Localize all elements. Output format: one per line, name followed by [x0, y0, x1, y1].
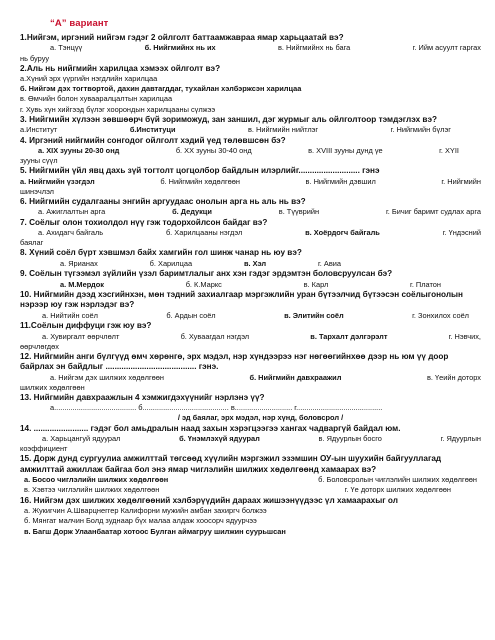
option-continuation: шинэчлэл [20, 187, 54, 197]
question-6 [20, 197, 481, 218]
question-text: 11.Соёлын диффуци гэж юу вэ? [20, 321, 152, 331]
option-d: г. Ядуурлын [440, 433, 481, 443]
answer-options-row-1 [20, 475, 481, 485]
question-1 [20, 33, 481, 64]
question-text: 9. Соёлын түгээмэл зүйлийн үзэл баримтлалыг анх хэн гэдэг эрдэмтэн боловсруулсан бэ? [20, 269, 393, 279]
answer-options [20, 311, 481, 321]
option-c: в. Карл [303, 279, 329, 289]
option-a: а. Харьцангуй ядуурал [42, 433, 121, 443]
question-3 [20, 115, 481, 136]
question-13 [20, 393, 481, 424]
option-a: а. Хувиргалт өөрчлөлт [42, 331, 120, 341]
option-a: а.Институт [20, 125, 58, 135]
answer-options [20, 280, 481, 290]
answer-options-row-2 [20, 485, 481, 495]
option-continuation: коэффициент [20, 444, 68, 454]
answer-options [20, 146, 481, 156]
option-c: в. Багш Дорж Улаанбаатар хотоос Булган аймагруу шилжин суурьшсан [24, 526, 286, 536]
answer-options [20, 373, 481, 383]
option-b: б. К.Маркс [185, 279, 222, 289]
option-a: а. М.Мердок [60, 279, 104, 289]
option-c: в. Нийгмийнх нь бага [277, 43, 351, 53]
question-12 [20, 352, 481, 393]
question-10 [20, 290, 481, 321]
answer-key: / эд баялаг, эрх мэдэл, нэр хүнд, боловсрол / [177, 413, 344, 423]
question-15 [20, 454, 481, 496]
blank-answer-lines: а........................................ б.......................................... в............................ г.......................................... [50, 403, 383, 413]
option-c: в. Хэл [243, 258, 267, 268]
option-a: а. Босоо чиглэлийн шилжих хөдөлгөөн [24, 474, 169, 484]
option-continuation: баялаг [20, 238, 44, 248]
question-text: 1.Нийгэм, иргэний нийгэм гэдэг 2 ойлголт баттаамжавраа ямар харьцаатай вэ? [20, 33, 344, 42]
option-continuation: нь буруу [20, 53, 50, 63]
question-text: 10. Нийгмийн дээд хэсгийнхэн, мөн тэдний захиалгаар мэргэжлийн уран бүтээлчид бүтээсэн соёлыгонолын нэрээр юу гэж нэрлэдэг вэ? [20, 289, 463, 310]
question-14 [20, 424, 481, 455]
option-d: г. Зонхилох соёл [412, 310, 469, 320]
option-a: а.Хүний эрх үүргийн нэгдлийн харилцаа [20, 74, 158, 84]
option-b: б. Нийгэм дэх тогтвортой, дахин давтагддаг, тухайлан хэлбэржсэн харилцаа [20, 84, 302, 94]
option-c: в. Өмчийн болон хувааралцалтын харилцаа [20, 94, 173, 104]
option-c: в. Хоёрдогч байгаль [305, 228, 380, 238]
option-b: б. Харилцаа [149, 258, 193, 268]
option-c: в. Тархалт дэлгэрэлт [310, 331, 388, 341]
option-a: а. Нийтийн соёл [42, 310, 98, 320]
option-b: б. Нийгмийн хөдөлгөөн [160, 176, 240, 186]
option-a: а. Ажиглалтын арга [38, 207, 106, 217]
option-d: г. Нийгмийн [441, 176, 481, 186]
option-b: б. Боловсролын чиглэлийн шилжих хөдөлгөөн [318, 474, 477, 484]
option-b: б. Мянгат малчин Болд зуднаар бүх малаа алдаж хоосорч ядуурчээ [24, 516, 257, 526]
option-c: в. Түүврийн [278, 207, 320, 217]
question-text: 12. Нийгмийн анги бүлгүүд өмч хөрөнгө, эрх мэдэл, нэр хүндээрээ нэг нөгөөгийнхөө дээр нь юм үү доор байрлах эн байдлыг ........................................ гэнэ. [20, 351, 449, 372]
question-text: 16. Нийгэм дэх шилжих хөдөлгөөний хэлбэрүүдийн дараах жишээнүүдээс үл хамаарахыг ол [20, 495, 398, 505]
question-text: 3. Нийгмийн хүлээн зөвшөөрч бүй зориможуд, зан заншил, дэг журмыг аль ойлголтоор тэмдэглэх вэ? [20, 114, 437, 124]
question-5 [20, 166, 481, 197]
question-8 [20, 248, 481, 269]
question-text: 6. Нийгмийн судалгааны энгийн аргуудаас онолын арга нь аль нь вэ? [20, 196, 306, 206]
option-a: а. Тэнцүү [50, 43, 83, 53]
option-b: б. XX зууны 30-40 онд [175, 146, 252, 156]
question-text: 7. Соёлыг олон тохиолдол нүү гэж тодорхойлсон байдаг вэ? [20, 217, 268, 227]
option-d: г. Платон [410, 279, 441, 289]
answer-options [20, 434, 481, 444]
answer-options [20, 228, 481, 238]
option-c: в. XVIII зууны дунд үе [308, 146, 383, 156]
option-a: а. Нийгэм дэх шилжих хөдөлгөөн [50, 372, 164, 382]
option-b: б. Хуваагдал нэгдэл [180, 331, 250, 341]
question-text: 5. Нийгмийн үйл явц дахь зүй тогтолт цогцолбор байдлын илэрлийг........................... гэнэ [20, 166, 380, 176]
option-a: а. Ярианах [60, 258, 98, 268]
option-d: г. Үе доторх шилжих хөдөлгөөн [344, 485, 451, 495]
option-c: в. Нийгмийн дэвшил [305, 176, 376, 186]
answer-options [20, 43, 481, 53]
question-4 [20, 136, 481, 167]
option-a: а. Ахидагч байгаль [38, 228, 104, 238]
option-c: в. Үеийн доторх [426, 372, 481, 382]
option-b: б. Нийгмийн давхраажил [249, 372, 342, 382]
question-text: 13. Нийгмийн давхраажлын 4 хэмжигдэхүүнийг нэрлэнэ үү? [20, 392, 265, 402]
answer-options [20, 332, 481, 342]
option-d: г. Бичиг баримт судлах арга [385, 207, 481, 217]
option-b: б.Институци [129, 125, 176, 135]
question-text: 4. Иргэний нийгмийн сонгодог ойлголт хэдий үед төлөвшсөн бэ? [20, 135, 286, 145]
question-text: 2.Аль нь нийгмийн харилцаа хэмээх ойлголт вэ? [20, 63, 221, 73]
question-text: 15. Дорж дунд сургуулиа амжилттай төгсөөд хүүлийн мэргэжил эзэмшин ОУ-ын шууxийн байгууллагад амжилттай ажиллаж байгаа бол энэ ямар чиглэлийн шилжих хөдөлгөөнд хамаарах вэ? [20, 454, 442, 474]
option-a: а. Жукигчин А.Шварцнеггер Калифорни мужийн амбан захиргч болжээ [24, 506, 267, 516]
option-continuation: зууны сүүл [20, 156, 58, 166]
option-c: в. Элитийн соёл [284, 310, 344, 320]
option-continuation: шилжих хөдөлгөөн [20, 382, 85, 392]
option-d: г. XYII [439, 146, 459, 156]
answer-options [20, 207, 481, 217]
option-c: в. Хэвтээ чиглэлийн шилжих хөдөлгөөн [24, 485, 160, 495]
option-a: а. XIX зууны 20-30 онд [38, 146, 120, 156]
option-d: г. Хувь хүн хийгээд бүлэг хоорондын харилцааны сүлжээ [20, 104, 216, 114]
option-b: б. Үнэмлэхүй ядуурал [179, 433, 260, 443]
question-7 [20, 218, 481, 249]
option-b: б. Нийгмийнх нь их [144, 43, 216, 53]
answer-options [20, 125, 481, 135]
option-a: а. Нийгмийн үзэгдэл [20, 176, 95, 186]
option-d: г. Нийгмийн бүлэг [390, 125, 451, 135]
option-b: б. Дедукци [172, 207, 212, 217]
question-2 [20, 64, 481, 115]
option-d: г. Авиа [317, 258, 341, 268]
option-d: г. Үндэсний [442, 228, 481, 238]
question-9 [20, 269, 481, 290]
option-b: б. Ардын соёл [166, 310, 216, 320]
question-11 [20, 321, 481, 352]
question-text: 8. Хүний соёл бүрт хэвшмэл байх хамгийн гол шинж чанар нь юу вэ? [20, 248, 302, 258]
answer-options [20, 259, 481, 269]
option-b: б. Харилцааны нэгдэл [165, 228, 243, 238]
option-d: г. Нэвчих, [448, 331, 481, 341]
question-16 [20, 496, 481, 537]
option-c: в. Нийгмийн нийтлэг [247, 125, 319, 135]
option-d: г. Ийм асуулт гаргах [412, 43, 481, 53]
question-text: 14. ........................ гэдэг бол амьдралын наад захын хэрэгцээгээ хангах чадваргүй байдал юм. [20, 423, 401, 433]
option-continuation: өөрчлөгдөх [20, 341, 59, 351]
variant-heading: “А” вариант [50, 18, 109, 29]
option-c: в. Ядуурлын босго [318, 433, 382, 443]
answer-options [20, 177, 481, 187]
